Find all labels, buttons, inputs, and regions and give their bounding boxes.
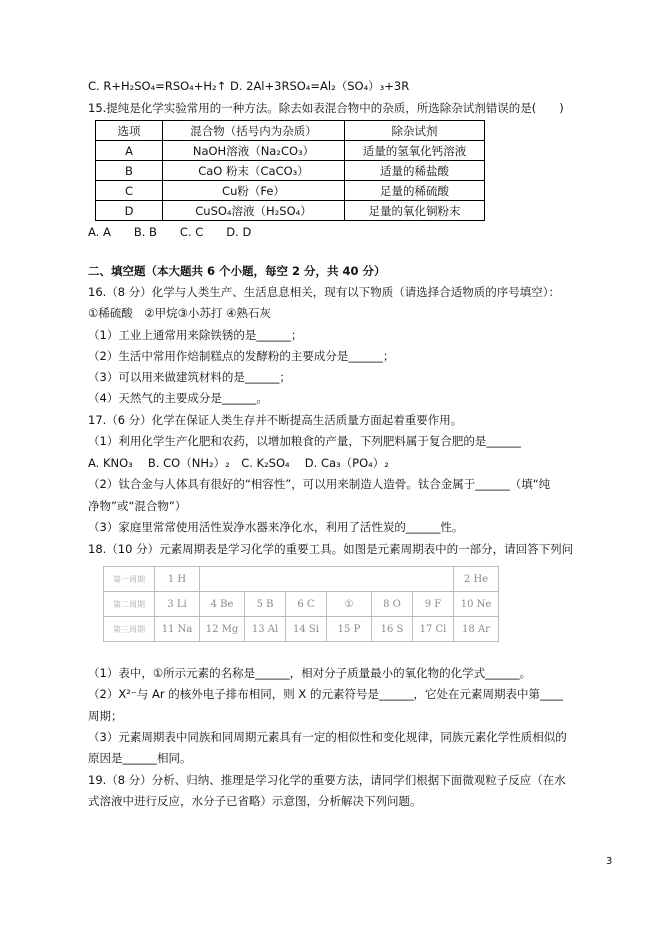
q15-stem: 15.提纯是化学实验常用的一种方法。除去如表混合物中的杂质，所选除杂试剂错误的是( ): [88, 101, 564, 115]
page-number: 3: [606, 856, 613, 867]
table-cell: D: [96, 201, 163, 221]
table-cell: 足量的氧化铜粉末: [345, 201, 485, 221]
text-line: 周期；: [88, 709, 123, 723]
element-cell: 2 He: [454, 567, 499, 592]
table-cell: 适量的稀盐酸: [345, 161, 485, 181]
table-cell: CuSO₄溶液（H₂SO₄）: [163, 201, 345, 221]
table-header: 除杂试剂: [345, 121, 485, 141]
text-line: 原因是______相同。: [88, 751, 192, 765]
table-cell: A: [96, 141, 163, 161]
element-cell: 3 Li: [155, 592, 200, 617]
periodic-table-image: [103, 566, 499, 642]
text-line: 18.（10 分）元素周期表是学习化学的重要工具。如图是元素周期表中的一部分，请回答下列问: [88, 542, 574, 556]
q15-answer-options: A. A B. B C. C D. D: [88, 225, 252, 239]
text-line: A. KNO₃ B. CO（NH₂）₂ C. K₂SO₄ D. Ca₃（PO₄）₂: [88, 456, 389, 470]
element-cell: 15 P: [327, 617, 372, 642]
table-row: [96, 201, 485, 221]
element-cell: 14 Si: [286, 617, 327, 642]
text-line: （2）钛合金与人体具有很好的“相容性”，可以用来制造人造骨。钛合金属于______（填“纯: [88, 477, 551, 491]
period-label: 第一周期: [104, 567, 155, 592]
table-header-row: [96, 121, 485, 141]
element-cell: 11 Na: [155, 617, 200, 642]
element-cell: 8 O: [372, 592, 413, 617]
element-cell: 16 S: [372, 617, 413, 642]
section-title: 二、填空题（本大题共 6 个小题，每空 2 分，共 40 分）: [88, 264, 386, 278]
table-row: [96, 161, 485, 181]
text-line: 16.（8 分）化学与人类生产、生活息息相关，现有以下物质（请选择合适物质的序号填空）：: [88, 285, 561, 299]
text-line: （3）元素周期表中同族和同周期元素具有一定的相似性和变化规律，同族元素化学性质相似的: [88, 730, 567, 744]
table-cell: 足量的稀硫酸: [345, 181, 485, 201]
element-cell: 1 H: [155, 567, 200, 592]
element-cell: 12 Mg: [200, 617, 245, 642]
table-cell: Cu粉（Fe）: [163, 181, 345, 201]
table-cell: B: [96, 161, 163, 181]
table-row: [96, 181, 485, 201]
element-cell: 10 Ne: [454, 592, 499, 617]
text-line: ①稀硫酸 ②甲烷③小苏打 ④熟石灰: [88, 306, 271, 320]
text-line: （1）利用化学生产化肥和农药，以增加粮食的产量，下列肥料属于复合肥的是______: [88, 434, 521, 448]
table-cell: 适量的氢氧化钙溶液: [345, 141, 485, 161]
text-line: （2）生活中常用作焙制糕点的发酵粉的主要成分是______；: [88, 349, 395, 363]
element-cell: 13 Al: [245, 617, 286, 642]
text-line: （2）X²⁻与 Ar 的核外电子排布相同，则 X 的元素符号是______，它处在元素周期表中第____: [88, 687, 563, 701]
table-cell: NaOH溶液（Na₂CO₃）: [163, 141, 345, 161]
element-cell: 18 Ar: [454, 617, 499, 642]
table-cell: C: [96, 181, 163, 201]
element-cell: 6 C: [286, 592, 327, 617]
period-label: 第三周期: [104, 617, 155, 642]
table-header: 混合物（括号内为杂质）: [163, 121, 345, 141]
text-line: （3）家庭里常常使用活性炭净水器来净化水，利用了活性炭的______性。: [88, 520, 464, 534]
element-cell: 5 B: [245, 592, 286, 617]
table-row: [96, 141, 485, 161]
text-line: （4）天然气的主要成分是______。: [88, 391, 268, 405]
q14-options-cd: C. R+H₂SO₄=RSO₄+H₂↑ D. 2Al+3RSO₄=Al₂（SO₄）₃+3R: [88, 79, 410, 93]
table-cell: CaO 粉末（CaCO₃）: [163, 161, 345, 181]
element-cell: 17 Cl: [413, 617, 454, 642]
text-line: 19.（8 分）分析、归纳、推理是学习化学的重要方法，请同学们根据下面微观粒子反应（在水: [88, 773, 566, 787]
text-line: （1）表中，①所示元素的名称是______，相对分子质量最小的氧化物的化学式______。: [88, 666, 532, 680]
element-cell: ①: [327, 592, 372, 617]
text-line: （3）可以用来做建筑材料的是______；: [88, 370, 291, 384]
element-cell: 9 F: [413, 592, 454, 617]
text-line: 式溶液中进行反应，水分子已省略）示意图，分析解决下列问题。: [88, 794, 422, 808]
element-cell: 4 Be: [200, 592, 245, 617]
empty-cell: [200, 567, 454, 592]
text-line: 17.（6 分）化学在保证人类生存并不断提高生活质量方面起着重要作用。: [88, 413, 463, 427]
text-line: （1）工业上通常用来除铁锈的是______；: [88, 328, 303, 342]
q15-table: [95, 120, 485, 221]
table-header: 选项: [96, 121, 163, 141]
text-line: 净物”或“混合物”）: [88, 499, 187, 513]
period-label: 第二周期: [104, 592, 155, 617]
